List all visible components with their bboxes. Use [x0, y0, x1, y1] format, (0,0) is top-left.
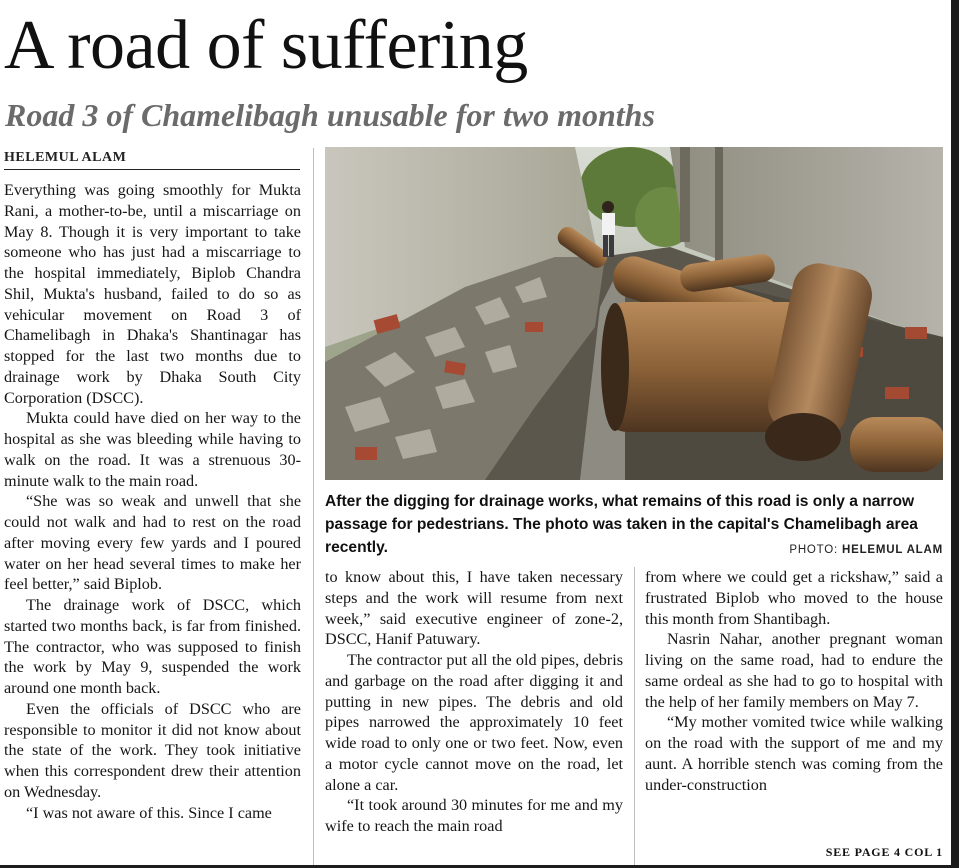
paragraph: The drainage work of DSCC, which started two months back, is far from finished. The contractor, who was supposed to finish the work by May 9, suspended the work around one month back.: [4, 596, 301, 697]
paragraph: Even the officials of DSCC who are responsible to monitor it did not know about the state of the work. They took initiative when this correspondent drew their attention on Wednesday.: [4, 699, 301, 801]
article-photo: [325, 147, 943, 480]
paragraph: to know about this, I have taken necessary steps and the work will resume from next week,” said executive engineer of zone-2, DSCC, Hanif Patuwary.: [325, 568, 623, 649]
paragraph: “She was so weak and unwell that she could not walk and had to rest on the road after moving every few yards and I poured water on her head several times to make her feel better,” said Biplob.: [4, 492, 301, 594]
headline: A road of suffering: [4, 7, 528, 84]
paragraph: Mukta could have died on her way to the hospital as she was bleeding while having to walk on the road. It was a strenuous 30-minute walk to the main road.: [4, 409, 301, 490]
paragraph: “It took around 30 minutes for me and my wife to reach the main road: [325, 796, 623, 835]
paragraph: Nasrin Nahar, another pregnant woman living on the same road, had to endure the same ordeal as she had to go to hospital with the help of her family members on May 7.: [645, 630, 943, 711]
paragraph: The contractor put all the old pipes, debris and garbage on the road after digging it and putting in new pipes. The debris and old pipes narrowed the approximately 10 feet wide road to only one or two feet. Now, even a motor cycle cannot move on the road, let alone a car.: [325, 651, 623, 794]
photo-caption: After the digging for drainage works, what remains of this road is only a narrow passage for pedestrians. The photo was taken in the capital's Chamelibagh area recently.: [325, 493, 918, 556]
paragraph: “I was not aware of this. Since I came: [26, 803, 272, 822]
paragraph: Everything was going smoothly for Mukta Rani, a mother-to-be, until a miscarriage on May 8. Though it is very important to take someone who has just had a miscarriage to the hospital immediately, Biplob Chandra Shil, Mukta's husband, failed to do so as vehicular movement on Road 3 of Chamelibagh in Dhaka's Shantinagar has stopped for the last two months due to drainage work by Dhaka South City Corporation (DSCC).: [4, 181, 301, 407]
article-column-3: [645, 567, 943, 843]
photo-credit-label: PHOTO:: [789, 544, 839, 556]
photo-credit: [789, 544, 943, 556]
subheadline: Road 3 of Chamelibagh unusable for two months: [5, 97, 655, 133]
column-divider: [313, 148, 314, 868]
paragraph: “My mother vomited twice while walking on the road with the support of me and my aunt. A horrible stench was coming from the under-construction: [645, 713, 943, 794]
byline: HELEMUL ALAM: [4, 150, 300, 170]
article-column-2: [325, 567, 623, 866]
paragraph: from where we could get a rickshaw,” said a frustrated Biplob who moved to the house this month from Shantibagh.: [645, 568, 943, 628]
continued-jump-line[interactable]: SEE PAGE 4 COL 1: [825, 845, 943, 859]
page-edge: [951, 0, 959, 868]
article-column-1: [4, 180, 301, 866]
photo-credit-name: HELEMUL ALAM: [842, 544, 943, 556]
column-divider: [634, 567, 635, 868]
